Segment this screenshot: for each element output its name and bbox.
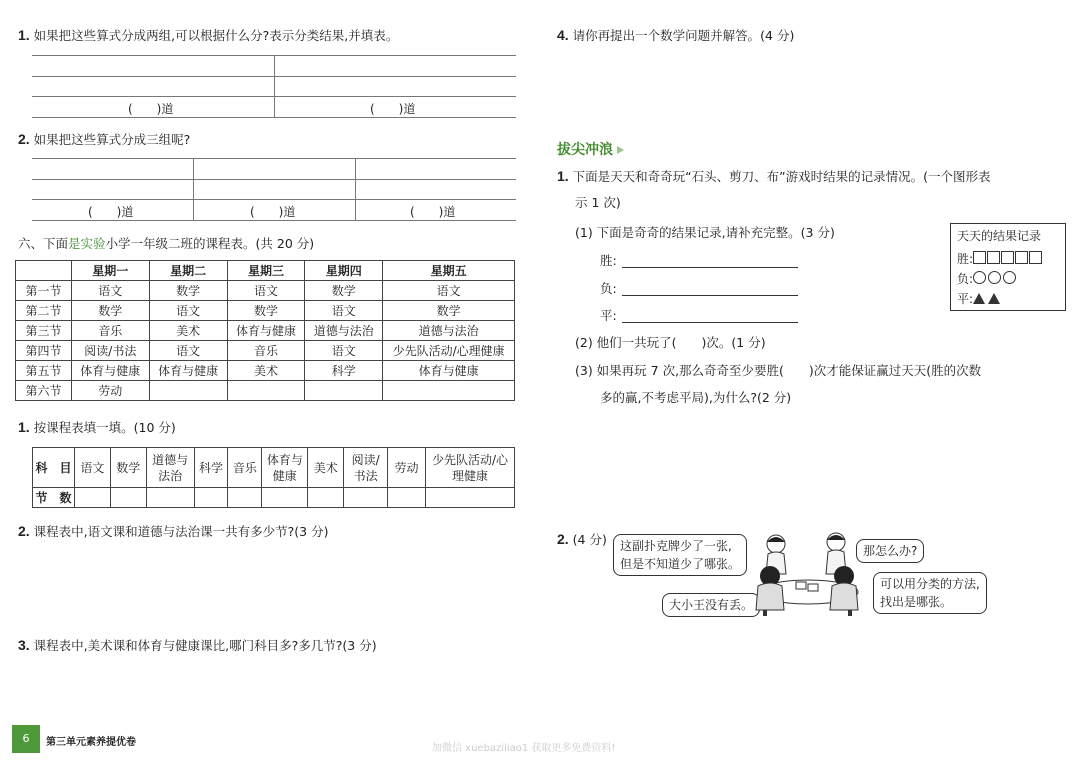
question-number: 2. bbox=[18, 523, 30, 539]
section-prefix: 六、下面 bbox=[18, 236, 69, 251]
page-number: 6 bbox=[22, 732, 30, 745]
period-label: 第三节 bbox=[16, 321, 72, 341]
schedule-cell: 体育与健康 bbox=[149, 361, 227, 381]
arrow-icon bbox=[617, 146, 624, 154]
schedule-row bbox=[16, 341, 515, 361]
schedule-cell: 语文 bbox=[383, 281, 515, 301]
question-text: 课程表中,语文课和道德与法治课一共有多少节?(3 分) bbox=[33, 524, 329, 539]
schedule-cell: 音乐 bbox=[227, 341, 305, 361]
count-input-cell[interactable] bbox=[388, 488, 426, 508]
section-highlight: 是实验 bbox=[68, 236, 106, 251]
schedule-cell: 科学 bbox=[305, 361, 383, 381]
subject-cell: 美术 bbox=[308, 448, 344, 488]
question-number: 3. bbox=[18, 637, 30, 653]
schedule-cell: 语文 bbox=[149, 341, 227, 361]
challenge-2 bbox=[557, 530, 607, 548]
subject-cell bbox=[262, 448, 308, 488]
triangle-icon bbox=[988, 293, 1000, 304]
bubble-line: 找出是哪张。 bbox=[880, 595, 953, 609]
record-lose-row bbox=[951, 269, 1065, 289]
circle-icon bbox=[1003, 271, 1016, 284]
schedule-cell: 数学 bbox=[383, 301, 515, 321]
count-input-cell[interactable] bbox=[425, 488, 514, 508]
section-6-title bbox=[18, 234, 314, 252]
record-lose-label: 负: bbox=[957, 272, 974, 286]
schedule-cell: 语文 bbox=[149, 301, 227, 321]
schedule-header bbox=[16, 261, 72, 281]
schedule-cell: 体育与健康 bbox=[227, 321, 305, 341]
subject-cell bbox=[425, 448, 514, 488]
period-label: 第五节 bbox=[16, 361, 72, 381]
answer-line bbox=[32, 220, 516, 221]
schedule-header: 星期二 bbox=[149, 261, 227, 281]
subject-name: 道德与法治 bbox=[152, 452, 189, 483]
schedule-cell: 语文 bbox=[71, 281, 149, 301]
schedule-cell: 道德与法治 bbox=[383, 321, 515, 341]
subject-cell: 语文 bbox=[74, 448, 110, 488]
schedule-cell bbox=[227, 381, 305, 401]
schedule-row bbox=[16, 321, 515, 341]
square-icon bbox=[1029, 251, 1042, 264]
circle-icon bbox=[988, 271, 1001, 284]
question-text: 请你再提出一个数学问题并解答。(4 分) bbox=[572, 28, 795, 43]
count-blank[interactable]: ( )道 bbox=[410, 205, 456, 219]
challenge-1-sub3-line2: 多的赢,不考虑平局),为什么?(2 分) bbox=[600, 390, 792, 405]
bubble-line: 但是不知道少了哪张。 bbox=[620, 557, 741, 571]
question-points: (4 分) bbox=[572, 532, 607, 547]
challenge-1-sub3: (3) 如果再玩 7 次,那么奇奇至少要胜( )次才能保证赢过天天(胜的次数 bbox=[575, 363, 982, 378]
lose-label: 负: bbox=[600, 281, 617, 296]
question-2 bbox=[18, 130, 190, 148]
speech-bubble-3 bbox=[873, 572, 987, 614]
schedule-cell: 数学 bbox=[305, 281, 383, 301]
record-win-row bbox=[951, 249, 1065, 269]
schedule-cell: 语文 bbox=[227, 281, 305, 301]
period-label: 第六节 bbox=[16, 381, 72, 401]
schedule-cell: 语文 bbox=[305, 301, 383, 321]
count-blank[interactable]: ( )道 bbox=[250, 205, 296, 219]
win-label: 胜: bbox=[600, 253, 617, 268]
speech-bubble-1 bbox=[613, 534, 747, 576]
schedule-cell: 体育与健康 bbox=[71, 361, 149, 381]
triangle-icon bbox=[973, 293, 985, 304]
period-label: 第四节 bbox=[16, 341, 72, 361]
answer-line bbox=[32, 117, 516, 118]
schedule-cell: 语文 bbox=[305, 341, 383, 361]
schedule-cell: 音乐 bbox=[71, 321, 149, 341]
schedule-cell: 阅读/书法 bbox=[71, 341, 149, 361]
schedule-header: 星期一 bbox=[71, 261, 149, 281]
count-input-cell[interactable] bbox=[308, 488, 344, 508]
count-input-cell[interactable] bbox=[344, 488, 388, 508]
schedule-cell bbox=[383, 381, 515, 401]
bubble-line: 那怎么办? bbox=[863, 544, 918, 558]
count-input-cell[interactable] bbox=[74, 488, 110, 508]
schedule-header: 星期四 bbox=[305, 261, 383, 281]
record-win-label: 胜: bbox=[957, 252, 974, 266]
sub-question-1 bbox=[18, 418, 176, 436]
draw-answer-line[interactable] bbox=[622, 322, 798, 323]
bubble-line: 这副扑克牌少了一张, bbox=[620, 539, 732, 553]
circle-icon bbox=[973, 271, 986, 284]
answer-line bbox=[32, 158, 516, 159]
count-input-cell[interactable] bbox=[262, 488, 308, 508]
challenge-1-sub1: (1) 下面是奇奇的结果记录,请补充完整。(3 分) bbox=[575, 225, 835, 240]
count-label: 节 数 bbox=[33, 488, 75, 508]
bubble-line: 可以用分类的方法, bbox=[880, 577, 980, 591]
subject-name: 阅读/书法 bbox=[351, 452, 380, 483]
schedule-row bbox=[16, 381, 515, 401]
schedule-cell: 数学 bbox=[149, 281, 227, 301]
schedule-header: 星期三 bbox=[227, 261, 305, 281]
count-input-cell[interactable] bbox=[228, 488, 262, 508]
schedule-cell bbox=[305, 381, 383, 401]
answer-divider bbox=[274, 55, 275, 117]
record-box bbox=[950, 223, 1066, 311]
section-title bbox=[557, 139, 624, 159]
period-label: 第二节 bbox=[16, 301, 72, 321]
answer-divider bbox=[193, 158, 194, 220]
subject-name: 体育与健康 bbox=[266, 452, 303, 483]
subject-cell: 科学 bbox=[194, 448, 228, 488]
answer-line bbox=[32, 199, 516, 200]
schedule-cell bbox=[149, 381, 227, 401]
question-text: 如果把这些算式分成两组,可以根据什么分?表示分类结果,并填表。 bbox=[33, 28, 399, 43]
fill-table bbox=[32, 447, 515, 508]
count-blank[interactable]: ( )道 bbox=[370, 102, 416, 116]
question-text: 下面是天天和奇奇玩“石头、剪刀、布”游戏时结果的记录情况。(一个图形表 bbox=[572, 169, 991, 184]
schedule-cell: 劳动 bbox=[71, 381, 149, 401]
question-number: 1. bbox=[557, 168, 569, 184]
square-icon bbox=[1015, 251, 1028, 264]
square-icon bbox=[987, 251, 1000, 264]
subject-label: 科 目 bbox=[33, 448, 75, 488]
section-title-text: 拔尖冲浪 bbox=[557, 142, 613, 158]
count-input-cell[interactable] bbox=[110, 488, 146, 508]
challenge-1-sub2: (2) 他们一共玩了( )次。(1 分) bbox=[575, 335, 766, 350]
sub-question-3 bbox=[18, 636, 377, 654]
schedule-cell: 美术 bbox=[149, 321, 227, 341]
section-rest: 小学一年级二班的课程表。(共 20 分) bbox=[105, 236, 315, 251]
challenge-1-line2: 示 1 次) bbox=[575, 195, 621, 210]
subject-name: 少先队活动/心理健康 bbox=[431, 452, 508, 483]
square-icon bbox=[1001, 251, 1014, 264]
subject-cell: 音乐 bbox=[228, 448, 262, 488]
subject-cell bbox=[146, 448, 194, 488]
schedule-row bbox=[16, 361, 515, 381]
count-blank[interactable]: ( )道 bbox=[128, 102, 174, 116]
win-answer-line[interactable] bbox=[622, 267, 798, 268]
period-label: 第一节 bbox=[16, 281, 72, 301]
question-text: 课程表中,美术课和体育与健康课比,哪门科目多?多几节?(3 分) bbox=[33, 638, 377, 653]
draw-label: 平: bbox=[600, 308, 617, 323]
count-input-cell[interactable] bbox=[146, 488, 194, 508]
question-text: 如果把这些算式分成三组呢? bbox=[33, 132, 191, 147]
question-text: 按课程表填一填。(10 分) bbox=[33, 420, 176, 435]
question-number: 2. bbox=[18, 131, 30, 147]
answer-divider bbox=[355, 158, 356, 220]
schedule-row bbox=[16, 281, 515, 301]
question-number: 1. bbox=[18, 419, 30, 435]
question-1 bbox=[18, 26, 398, 44]
question-number: 1. bbox=[18, 27, 30, 43]
question-number: 2. bbox=[557, 531, 569, 547]
schedule-header: 星期五 bbox=[383, 261, 515, 281]
challenge-1 bbox=[557, 167, 991, 185]
record-draw-row bbox=[951, 289, 1065, 309]
square-icon bbox=[973, 251, 986, 264]
question-number: 4. bbox=[557, 27, 569, 43]
subject-cell: 数学 bbox=[110, 448, 146, 488]
record-title: 天天的结果记录 bbox=[957, 229, 1042, 243]
schedule-row bbox=[16, 301, 515, 321]
sub-question-2 bbox=[18, 522, 328, 540]
subject-cell bbox=[344, 448, 388, 488]
speech-bubble-4 bbox=[662, 593, 760, 617]
page-number-tab bbox=[12, 725, 40, 753]
answer-line bbox=[32, 179, 516, 180]
watermark: 加微信 xuebaziliao1 获取更多免费资料! bbox=[432, 743, 616, 754]
schedule-cell: 数学 bbox=[71, 301, 149, 321]
children-table-illustration bbox=[748, 530, 868, 620]
count-input-cell[interactable] bbox=[194, 488, 228, 508]
schedule-table bbox=[15, 260, 515, 401]
subject-cell: 劳动 bbox=[388, 448, 426, 488]
schedule-cell: 道德与法治 bbox=[305, 321, 383, 341]
footer-title: 第三单元素养提优卷 bbox=[46, 737, 136, 748]
question-4 bbox=[557, 26, 794, 44]
bubble-line: 大小王没有丢。 bbox=[669, 598, 754, 612]
schedule-cell: 数学 bbox=[227, 301, 305, 321]
lose-answer-line[interactable] bbox=[622, 295, 798, 296]
schedule-cell: 美术 bbox=[227, 361, 305, 381]
schedule-cell: 体育与健康 bbox=[383, 361, 515, 381]
count-blank[interactable]: ( )道 bbox=[88, 205, 134, 219]
record-draw-label: 平: bbox=[957, 292, 974, 306]
schedule-cell: 少先队活动/心理健康 bbox=[383, 341, 515, 361]
